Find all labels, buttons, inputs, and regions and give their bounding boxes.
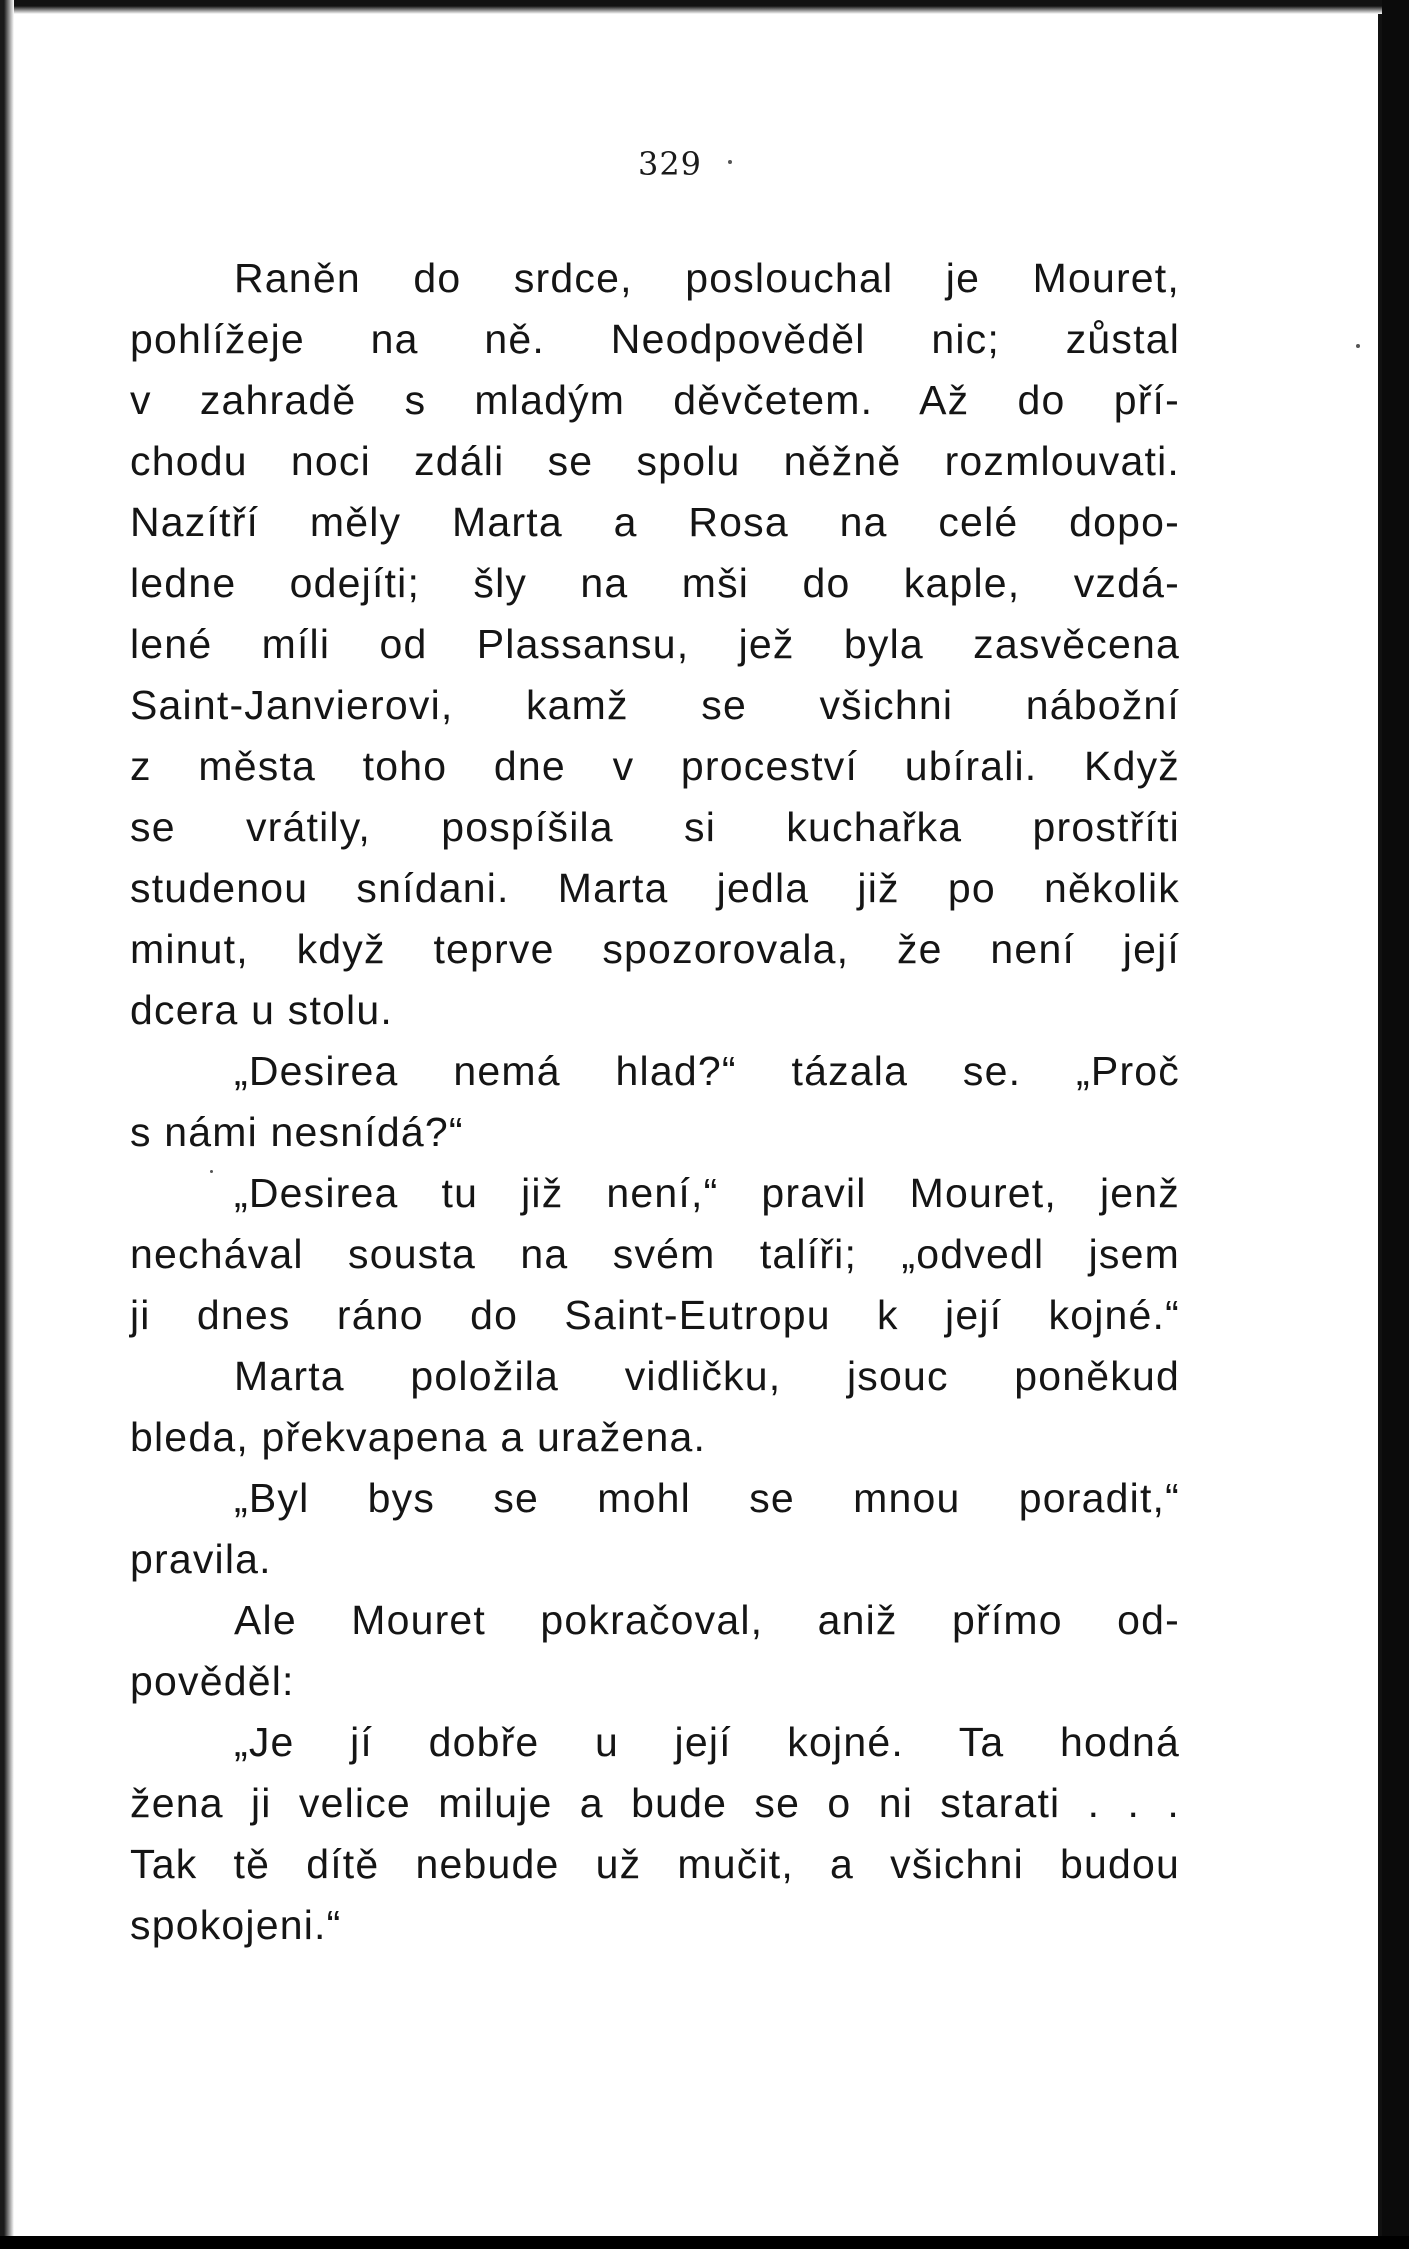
text-line: lené míli od Plassansu, jež byla zasvěcena — [130, 621, 1180, 667]
text-line: Tak tě dítě nebude už mučit, a všichni budou — [130, 1841, 1180, 1887]
text-line: Raněn do srdce, poslouchal je Mouret, — [234, 255, 1180, 301]
text-line: Saint-Janvierovi, kamž se všichni nábožní — [130, 682, 1180, 728]
text-line: z města toho dne v proceství ubírali. Když — [130, 743, 1180, 789]
text-line: „Je jí dobře u její kojné. Ta hodná — [234, 1719, 1180, 1765]
page-number: 329 — [637, 145, 703, 183]
text-line: žena ji velice miluje a bude se o ni starati . . . — [130, 1780, 1180, 1826]
text-line: „Desirea nemá hlad?“ tázala se. „Proč — [234, 1048, 1180, 1094]
text-line: pravila. — [130, 1536, 272, 1582]
text-line: Nazítří měly Marta a Rosa na celé dopo- — [130, 499, 1180, 545]
text-line: nechával sousta na svém talíři; „odvedl jsem — [130, 1231, 1180, 1277]
text-line: dcera u stolu. — [130, 987, 393, 1033]
scan-top-edge — [0, 0, 1382, 14]
text-line: se vrátily, pospíšila si kuchařka prostříti — [130, 804, 1180, 850]
scan-left-edge — [0, 0, 14, 2236]
scan-bottom-border — [0, 2236, 1409, 2249]
text-line: pohlížeje na ně. Neodpověděl nic; zůstal — [130, 316, 1180, 362]
text-line: „Desirea tu již není,“ pravil Mouret, jenž — [234, 1170, 1180, 1216]
text-line: studenou snídani. Marta jedla již po několik — [130, 865, 1180, 911]
body-text — [130, 248, 1180, 1956]
text-line: Ale Mouret pokračoval, aniž přímo od- — [234, 1597, 1180, 1643]
text-line: chodu noci zdáli se spolu něžně rozmlouvati. — [130, 438, 1180, 484]
text-line: ledne odejíti; šly na mši do kaple, vzdá- — [130, 560, 1180, 606]
text-line: pověděl: — [130, 1658, 295, 1704]
text-line: spokojeni.“ — [130, 1902, 342, 1948]
text-line: ji dnes ráno do Saint-Eutropu k její kojné.“ — [130, 1292, 1180, 1338]
dust-speck — [728, 160, 732, 164]
text-line: bleda, překvapena a uražena. — [130, 1414, 707, 1460]
text-line: s námi nesnídá?“ — [130, 1109, 464, 1155]
text-line: Marta položila vidličku, jsouc poněkud — [234, 1353, 1180, 1399]
text-line: v zahradě s mladým děvčetem. Až do pří- — [130, 377, 1180, 423]
scan-right-border — [1382, 0, 1409, 2249]
text-line: minut, když teprve spozorovala, že není její — [130, 926, 1180, 972]
dust-speck — [1356, 344, 1360, 348]
text-line: „Byl bys se mohl se mnou poradit,“ — [234, 1475, 1180, 1521]
